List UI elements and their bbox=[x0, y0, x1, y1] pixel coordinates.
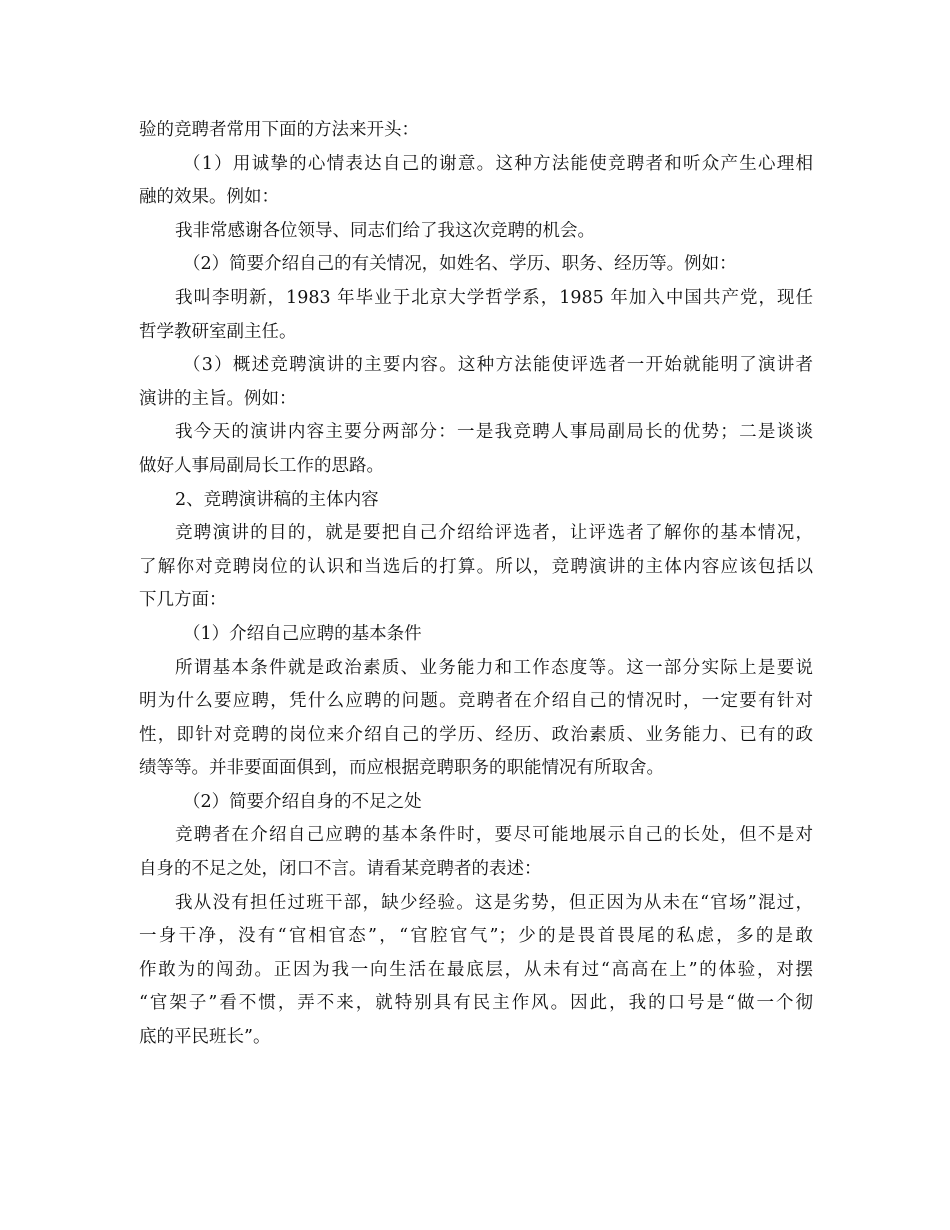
text-line: （1）用诚挚的心情表达自己的谢意。这种方法能使竞聘者和听众产生心理相 bbox=[183, 153, 813, 174]
text-line: 我非常感谢各位领导、同志们给了我这次竞聘的机会。 bbox=[175, 220, 595, 241]
text-line: 下几方面： bbox=[139, 590, 227, 611]
text-line: 一身干净，没有“官相官态”，“官腔官气”；少的是畏首畏尾的私虑，多的是敢 bbox=[139, 926, 813, 947]
text-line: 竞聘演讲的目的，就是要把自己介绍给评选者，让评选者了解你的基本情况， bbox=[175, 523, 813, 544]
text-line: 验的竞聘者常用下面的方法来开头： bbox=[139, 120, 419, 140]
text-line: （2）简要介绍自身的不足之处 bbox=[183, 791, 422, 812]
text-line: 绩等等。并非要面面俱到，而应根据竞聘职务的职能情况有所取舍。 bbox=[139, 758, 664, 779]
text-line: “官架子”看不惯，弄不来，就特别具有民主作风。因此，我的口号是“做一个彻 bbox=[139, 993, 813, 1014]
document-body bbox=[139, 114, 813, 1055]
text-line: 做好人事局副局长工作的思路。 bbox=[139, 455, 384, 476]
text-line: （2）简要介绍自己的有关情况，如姓名、学历、职务、经历等。例如： bbox=[183, 254, 737, 275]
text-line: 我从没有担任过班干部，缺少经验。这是劣势，但正因为从未在“官场”混过， bbox=[175, 892, 813, 913]
text-line: 性，即针对竞聘的岗位来介绍自己的学历、经历、政治素质、业务能力、已有的政 bbox=[139, 724, 813, 745]
text-line: 作敢为的闯劲。正因为我一向生活在最底层，从未有过“高高在上”的体验，对摆 bbox=[139, 959, 813, 980]
text-line: 哲学教研室副主任。 bbox=[139, 321, 297, 342]
text-line: 所谓基本条件就是政治素质、业务能力和工作态度等。这一部分实际上是要说 bbox=[175, 657, 813, 678]
text-line: 底的平民班长”。 bbox=[139, 1027, 271, 1048]
text-line: 融的效果。例如： bbox=[139, 187, 279, 208]
text-line: 了解你对竞聘岗位的认识和当选后的打算。所以，竞聘演讲的主体内容应该包括以 bbox=[139, 556, 813, 577]
text-line: 竞聘者在介绍自己应聘的基本条件时，要尽可能地展示自己的长处，但不是对 bbox=[175, 825, 813, 846]
text-line: 自身的不足之处，闭口不言。请看某竞聘者的表述： bbox=[139, 859, 542, 880]
text-line: 明为什么要应聘，凭什么应聘的问题。竞聘者在介绍自己的情况时，一定要有针对 bbox=[139, 691, 813, 712]
text-line: （1）介绍自己应聘的基本条件 bbox=[183, 623, 422, 644]
text-line: 我今天的演讲内容主要分两部分：一是我竞聘人事局副局长的优势；二是谈谈 bbox=[175, 422, 813, 443]
text-line: （3）概述竞聘演讲的主要内容。这种方法能使评选者一开始就能明了演讲者 bbox=[183, 355, 813, 376]
text-line: 演讲的主旨。例如： bbox=[139, 388, 297, 409]
text-line: 2、竞聘演讲稿的主体内容 bbox=[175, 489, 379, 510]
text-line: 我叫李明新，1983 年毕业于北京大学哲学系，1985 年加入中国共产党，现任 bbox=[175, 287, 813, 308]
